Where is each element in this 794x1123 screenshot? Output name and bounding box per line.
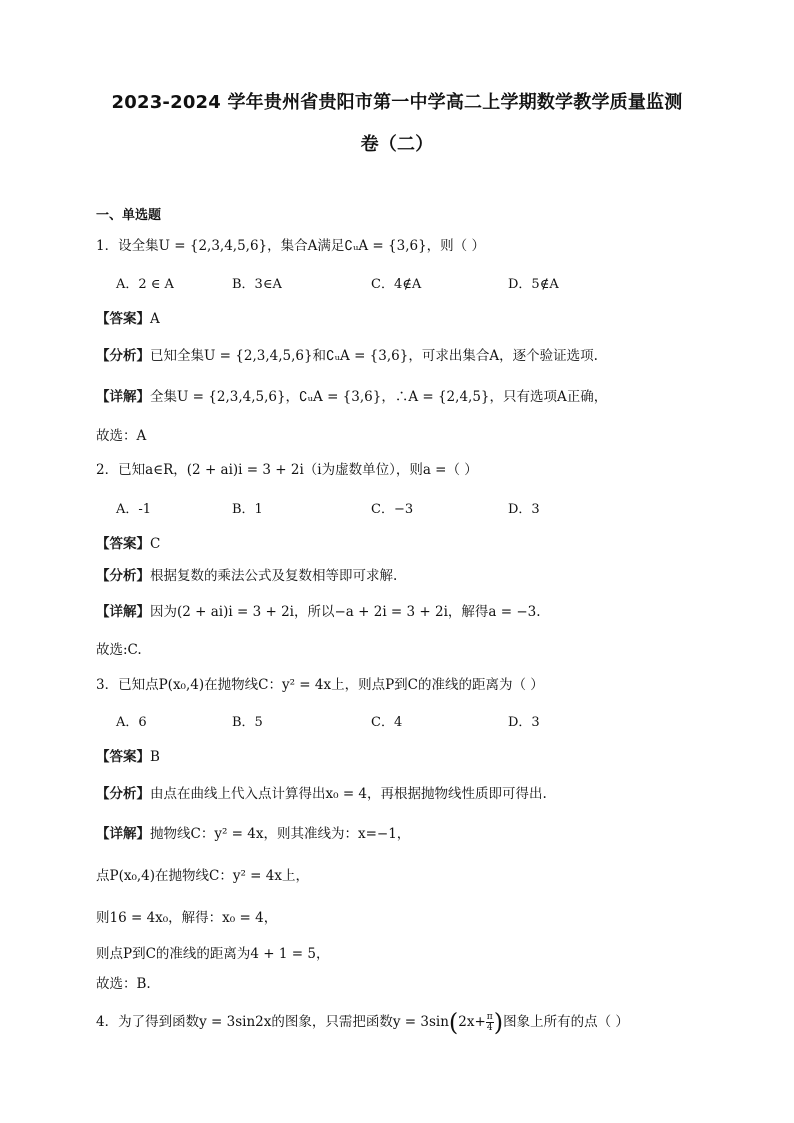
q3-step-2: 则16 = 4x₀，解得：x₀ = 4， [96, 910, 278, 926]
q2-detail [96, 600, 541, 620]
q1-option-d: D．5∉A [508, 277, 559, 292]
analysis-text: 根据复数的乘法公式及复数相等即可求解. [150, 568, 398, 584]
answer-value: B [150, 749, 160, 765]
detail-tag: 【详解】 [96, 826, 150, 842]
q2-option-d: D．3 [508, 502, 540, 517]
q3-answer [96, 745, 160, 765]
q1-answer [96, 307, 160, 327]
q3-detail [96, 822, 410, 842]
analysis-tag: 【分析】 [96, 786, 150, 802]
q3-conclusion: 故选：B. [96, 976, 151, 992]
q2-answer [96, 532, 160, 552]
question-2-stem: 2．已知a∈R，(2 + ai)i = 3 + 2i（i为虚数单位），则a =（ ） [96, 462, 478, 478]
q4-paren-close: ) [493, 1008, 504, 1037]
answer-value: C [150, 536, 161, 552]
q2-option-b: B．1 [232, 502, 263, 517]
q4-stem-start: 4．为了得到函数y = 3sin2x的图象，只需把函数y = 3sin [96, 1014, 449, 1030]
detail-text: 抛物线C：y² = 4x，则其准线为：x=−1， [150, 826, 411, 842]
analysis-text: 已知全集U = {2,3,4,5,6}和∁ᵤA = {3,6}，可求出集合A，逐个验证选项. [150, 348, 598, 364]
question-1-stem: 1．设全集U = {2,3,4,5,6}，集合A满足∁ᵤA = {3,6}，则（ ） [96, 238, 485, 254]
page-title-line2: 卷（二） [360, 134, 434, 155]
detail-text: 全集U = {2,3,4,5,6}，∁ᵤA = {3,6}，∴A = {2,4,5}，只有选项A正确， [150, 389, 608, 405]
q3-step-3: 则点P到C的准线的距离为4 + 1 = 5， [96, 946, 330, 962]
detail-text: 因为(2 + ai)i = 3 + 2i，所以−a + 2i = 3 + 2i，解得a = −3. [150, 604, 541, 620]
page-title: 2023-2024 学年贵州省贵阳市第一中学高二上学期数学教学质量监测 [111, 92, 683, 113]
q4-fraction [486, 1012, 494, 1033]
question-4-stem [96, 1008, 629, 1037]
analysis-text: 由点在曲线上代入点计算得出x₀ = 4，再根据抛物线性质即可得出. [150, 786, 547, 802]
q3-step-1: 点P(x₀,4)在抛物线C：y² = 4x上， [96, 868, 309, 884]
analysis-tag: 【分析】 [96, 348, 150, 364]
answer-value: A [150, 311, 160, 327]
answer-tag: 【答案】 [96, 311, 150, 327]
q1-analysis [96, 344, 598, 364]
q1-conclusion: 故选：A [96, 428, 147, 444]
answer-tag: 【答案】 [96, 749, 150, 765]
q2-analysis [96, 564, 397, 584]
q4-inner: 2x+ [458, 1014, 486, 1030]
q1-option-a: A．2 ∈ A [116, 277, 174, 292]
q3-option-d: D．3 [508, 715, 540, 730]
detail-tag: 【详解】 [96, 604, 150, 620]
answer-tag: 【答案】 [96, 536, 150, 552]
q3-option-c: C．4 [371, 715, 403, 730]
analysis-tag: 【分析】 [96, 568, 150, 584]
detail-tag: 【详解】 [96, 389, 150, 405]
section-heading: 一、单选题 [96, 208, 162, 223]
q4-paren-open: ( [448, 1008, 459, 1037]
q1-option-b: B．3∈A [232, 277, 282, 292]
q2-option-c: C．−3 [371, 502, 414, 517]
q3-option-a: A．6 [116, 715, 147, 730]
q3-analysis [96, 782, 547, 802]
q1-detail [96, 385, 607, 405]
q4-stem-end: 图象上所有的点（ ） [503, 1014, 629, 1030]
q2-option-a: A．-1 [116, 502, 152, 517]
q3-option-b: B．5 [232, 715, 263, 730]
q4-frac-num: π [486, 1012, 493, 1022]
question-3-stem: 3．已知点P(x₀,4)在抛物线C：y² = 4x上，则点P到C的准线的距离为（ ） [96, 677, 544, 693]
q2-conclusion: 故选:C. [96, 642, 142, 658]
q1-option-c: C．4∉A [371, 277, 422, 292]
q4-frac-den: 4 [486, 1023, 493, 1033]
